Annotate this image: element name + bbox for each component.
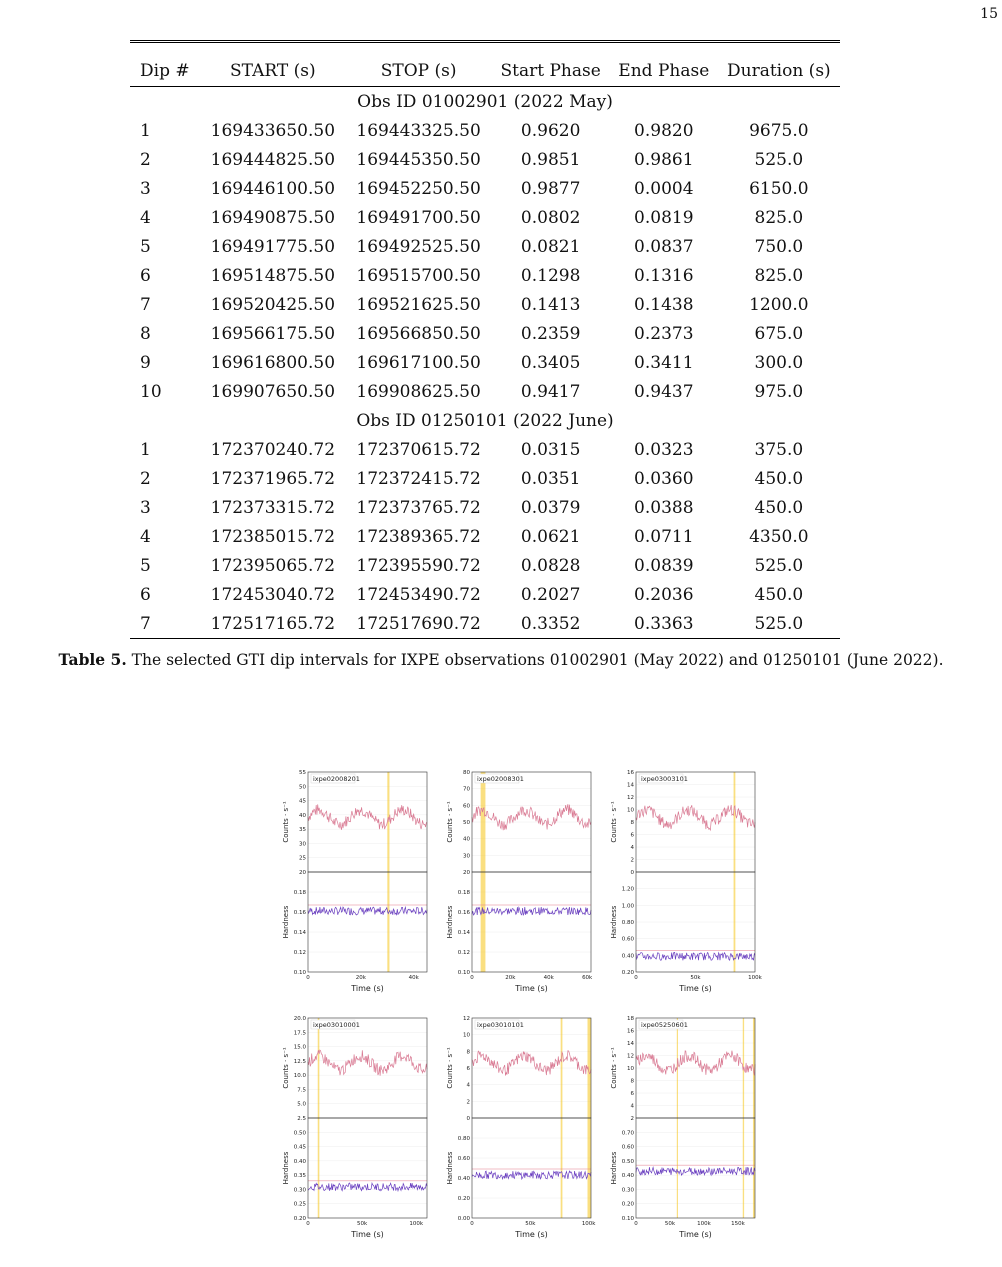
- top-ytick-label: 20: [299, 870, 306, 876]
- bottom-ytick-label: 0.00: [457, 1216, 470, 1222]
- table-cell: 169617100.50: [356, 352, 481, 373]
- table-cell: 825.0: [754, 265, 804, 286]
- table-cell: 169490875.50: [210, 207, 336, 228]
- top-ytick-label: 2.5: [297, 1116, 306, 1122]
- bottom-ytick-label: 0.14: [457, 930, 470, 936]
- top-ytick-label: 70: [463, 786, 470, 793]
- table-cell: 0.9851: [520, 149, 581, 170]
- top-ytick-label: 4: [466, 1082, 470, 1089]
- table-row: [130, 261, 840, 290]
- table-cell: 450.0: [754, 584, 804, 605]
- table-cell: 172372415.72: [356, 468, 481, 489]
- bottom-ytick-label: 0.60: [457, 1156, 470, 1162]
- table-cell: 7: [140, 294, 151, 315]
- xtick-label: 100k: [581, 1221, 596, 1227]
- table-cell: 169433650.50: [210, 120, 336, 141]
- table-row: [130, 116, 840, 145]
- table-cell: 169566175.50: [210, 323, 336, 344]
- table-row: [130, 464, 840, 493]
- chart-svg: [608, 1012, 770, 1250]
- table-row: [130, 493, 840, 522]
- table-cell: 0.0837: [634, 236, 694, 257]
- table-cell: 0.0379: [520, 497, 581, 518]
- caption-label: Table 5.: [58, 650, 127, 669]
- xtick-label: 0: [306, 975, 310, 981]
- table-cell: 6: [140, 584, 151, 605]
- y-axis-label-counts: Counts · s⁻¹: [610, 1047, 618, 1089]
- panel-name-label: ixpe02008201: [313, 775, 360, 783]
- top-ytick-label: 0: [466, 1116, 470, 1122]
- chart-svg: [608, 766, 770, 1004]
- chart-panel-ixpe03010001: [280, 1012, 442, 1250]
- table-cell: 169908625.50: [356, 381, 481, 402]
- bottom-ytick-label: 0.12: [457, 950, 470, 956]
- table-row: [130, 551, 840, 580]
- table-row: [130, 522, 840, 551]
- table-cell: 0.0839: [634, 555, 694, 576]
- table-cell: 450.0: [754, 497, 804, 518]
- hardness-line: [636, 1167, 755, 1175]
- top-ytick-label: 80: [463, 770, 470, 776]
- table-cell: 169907650.50: [210, 381, 336, 402]
- table-cell: 0.0360: [634, 468, 694, 489]
- bottom-ytick-label: 0.30: [621, 1187, 634, 1194]
- table-cell: 5: [140, 555, 151, 576]
- table-cell: 0.0351: [520, 468, 581, 489]
- xtick-label: 100k: [697, 1221, 711, 1227]
- table-cell: 525.0: [754, 149, 804, 170]
- x-axis-label: Time (s): [679, 1230, 712, 1239]
- top-ytick-label: 8: [630, 820, 634, 826]
- top-ytick-label: 17.5: [293, 1030, 306, 1037]
- table-cell: 0.0323: [634, 439, 694, 460]
- table-cell: 0.1413: [520, 294, 581, 315]
- table-cell: 0.2036: [634, 584, 694, 605]
- panel-name-label: ixpe03003101: [641, 775, 688, 783]
- table-cell: 1200.0: [749, 294, 809, 315]
- bottom-ytick-label: 0.40: [621, 953, 634, 960]
- count-rate-line: [308, 1050, 427, 1076]
- top-ytick-label: 40: [299, 812, 306, 819]
- table-cell: 10: [140, 381, 162, 402]
- table-cell: 1: [140, 439, 151, 460]
- bottom-ytick-label: 0.30: [293, 1187, 306, 1194]
- table-cell: 169515700.50: [356, 265, 481, 286]
- bottom-axes-frame: [308, 1118, 427, 1218]
- table-cell: 825.0: [754, 207, 804, 228]
- table-cell: 8: [140, 323, 151, 344]
- bottom-axes-frame: [472, 1118, 591, 1218]
- chart-svg: [444, 1012, 606, 1250]
- top-ytick-label: 12: [627, 1053, 634, 1060]
- table-cell: 0.3352: [491, 609, 609, 639]
- page-number: 15: [980, 6, 998, 22]
- y-axis-label-counts: Counts · s⁻¹: [282, 1047, 290, 1089]
- table-cell: 375.0: [754, 439, 804, 460]
- x-axis-label: Time (s): [351, 1230, 384, 1239]
- top-ytick-label: 5.0: [297, 1101, 306, 1108]
- table-cell: 450.0: [754, 468, 804, 489]
- table-cell: 0.0621: [520, 526, 581, 547]
- top-ytick-label: 35: [299, 827, 306, 834]
- top-ytick-label: 7.5: [297, 1087, 306, 1094]
- table-cell: 169521625.50: [356, 294, 481, 315]
- hardness-line: [308, 907, 427, 915]
- table-cell: 6: [140, 265, 151, 286]
- top-ytick-label: 20: [463, 870, 470, 876]
- x-axis-label: Time (s): [351, 984, 384, 993]
- xtick-label: 50k: [690, 975, 701, 981]
- top-ytick-label: 50: [463, 820, 470, 826]
- top-ytick-label: 6: [466, 1066, 470, 1072]
- xtick-label: 150k: [731, 1221, 745, 1227]
- bottom-ytick-label: 0.80: [457, 1136, 470, 1142]
- table-cell: 0.9417: [520, 381, 581, 402]
- top-ytick-label: 12.5: [293, 1058, 306, 1065]
- table-row: [130, 319, 840, 348]
- bottom-ytick-label: 0.80: [621, 920, 634, 926]
- table-cell: 0.9437: [634, 381, 694, 402]
- header-end-phase: End Phase: [610, 42, 718, 87]
- panel-name-label: ixpe03010001: [313, 1021, 360, 1029]
- table-cell: 4: [140, 526, 151, 547]
- table-cell: 172453490.72: [356, 584, 481, 605]
- x-axis-label: Time (s): [515, 984, 548, 993]
- table-row: [130, 377, 840, 406]
- x-axis-label: Time (s): [515, 1230, 548, 1239]
- bottom-ytick-label: 0.20: [293, 1216, 306, 1222]
- top-ytick-label: 10: [627, 1066, 634, 1072]
- top-ytick-label: 4: [630, 1103, 634, 1110]
- chart-panel-ixpe02008201: [280, 766, 442, 1004]
- bottom-ytick-label: 1.20: [621, 886, 634, 893]
- table-row: [130, 348, 840, 377]
- bottom-ytick-label: 0.10: [621, 1216, 634, 1222]
- top-ytick-label: 18: [627, 1016, 634, 1022]
- xtick-label: 40k: [543, 975, 554, 981]
- table-cell: 0.0819: [634, 207, 694, 228]
- bottom-axes-frame: [472, 872, 591, 972]
- bottom-ytick-label: 0.10: [457, 970, 470, 976]
- top-ytick-label: 6: [630, 1091, 634, 1097]
- xtick-label: 20k: [355, 975, 366, 981]
- table-row: [130, 232, 840, 261]
- xtick-label: 0: [634, 975, 638, 981]
- xtick-label: 50k: [356, 1221, 368, 1227]
- chart-svg: [280, 766, 442, 1004]
- xtick-label: 40k: [408, 975, 419, 981]
- top-ytick-label: 12: [463, 1016, 470, 1022]
- table-row: [130, 145, 840, 174]
- header-duration: Duration (s): [718, 42, 840, 87]
- table-cell: 169491700.50: [356, 207, 481, 228]
- table-cell: 0.9861: [634, 149, 694, 170]
- panel-name-label: ixpe03010101: [477, 1021, 524, 1029]
- table-cell: 0.3405: [520, 352, 581, 373]
- panel-name-label: ixpe05250601: [641, 1021, 688, 1029]
- bottom-axes-frame: [636, 1118, 755, 1218]
- xtick-label: 0: [470, 975, 474, 981]
- top-ytick-label: 55: [299, 770, 306, 776]
- table-cell: 0.3411: [634, 352, 694, 373]
- obs-id-title: Obs ID 01250101 (2022 June): [356, 410, 614, 431]
- y-axis-label-counts: Counts · s⁻¹: [446, 1047, 454, 1089]
- top-ytick-label: 16: [627, 1028, 634, 1035]
- top-ytick-label: 14: [627, 782, 634, 789]
- table-cell: 0.0802: [520, 207, 581, 228]
- header-start-phase: Start Phase: [491, 42, 609, 87]
- top-ytick-label: 10: [463, 1032, 470, 1039]
- table-cell: 172517165.72: [200, 609, 346, 639]
- top-ytick-label: 2: [630, 1116, 634, 1122]
- table-cell: 172385015.72: [210, 526, 336, 547]
- chart-panel-ixpe03010101: [444, 1012, 606, 1250]
- hardness-line: [636, 952, 755, 960]
- panel-name-label: ixpe02008301: [477, 775, 524, 783]
- table-cell: 169446100.50: [210, 178, 336, 199]
- table-cell: 169444825.50: [210, 149, 336, 170]
- bottom-ytick-label: 0.14: [293, 930, 306, 936]
- top-ytick-label: 60: [463, 803, 470, 810]
- table-row: [130, 435, 840, 464]
- table-cell: 525.0: [754, 555, 804, 576]
- count-rate-line: [636, 1051, 755, 1076]
- top-axes-frame: [308, 772, 427, 872]
- table-cell: 3: [140, 497, 151, 518]
- table-cell: 172389365.72: [356, 526, 481, 547]
- table-row: [130, 580, 840, 609]
- table-cell: 172371965.72: [210, 468, 336, 489]
- top-ytick-label: 4: [630, 845, 634, 851]
- xtick-label: 0: [470, 1221, 474, 1227]
- table-cell: 169445350.50: [356, 149, 481, 170]
- count-rate-line: [472, 1051, 591, 1076]
- xtick-label: 100k: [748, 975, 762, 981]
- y-axis-label-hardness: Hardness: [610, 1151, 618, 1185]
- top-ytick-label: 10.0: [293, 1073, 306, 1080]
- table-cell: 9: [140, 352, 151, 373]
- table-cell: 0.2359: [520, 323, 581, 344]
- bottom-ytick-label: 0.50: [621, 1158, 634, 1165]
- table-cell: 172373765.72: [356, 497, 481, 518]
- xtick-label: 50k: [525, 1221, 536, 1227]
- table-group-row: [130, 406, 840, 435]
- table-cell: 172395590.72: [356, 555, 481, 576]
- table-cell: 5: [140, 236, 151, 257]
- header-start: START (s): [200, 42, 346, 87]
- bottom-ytick-label: 0.18: [457, 890, 470, 896]
- y-axis-label-hardness: Hardness: [610, 905, 618, 939]
- table-header-row: [130, 42, 840, 87]
- table-cell: 2: [140, 149, 151, 170]
- table-cell: 0.9620: [520, 120, 581, 141]
- table-cell: 169616800.50: [210, 352, 336, 373]
- table-cell: 169520425.50: [210, 294, 336, 315]
- top-ytick-label: 40: [463, 836, 470, 843]
- chart-svg: [280, 1012, 442, 1250]
- table-cell: 0.0711: [634, 526, 694, 547]
- bottom-ytick-label: 0.25: [293, 1201, 306, 1208]
- table-cell: 750.0: [754, 236, 804, 257]
- bottom-ytick-label: 0.40: [621, 1173, 634, 1180]
- hardness-line: [472, 907, 591, 915]
- y-axis-label-counts: Counts · s⁻¹: [446, 801, 454, 843]
- top-ytick-label: 8: [466, 1049, 470, 1056]
- top-ytick-label: 14: [627, 1041, 634, 1047]
- table-cell: 169566850.50: [356, 323, 481, 344]
- table-cell: 169492525.50: [356, 236, 481, 257]
- bottom-ytick-label: 0.18: [293, 890, 306, 896]
- bottom-ytick-label: 0.20: [457, 1196, 470, 1202]
- top-ytick-label: 30: [463, 853, 470, 860]
- bottom-axes-frame: [308, 872, 427, 972]
- table-cell: 6150.0: [749, 178, 809, 199]
- table-row: [130, 174, 840, 203]
- table-cell: 0.9877: [520, 178, 581, 199]
- table-cell: 0.0388: [634, 497, 694, 518]
- bottom-ytick-label: 0.10: [293, 970, 306, 976]
- table-cell: 0.0821: [520, 236, 581, 257]
- table-cell: 4350.0: [749, 526, 809, 547]
- table-cell: 9675.0: [749, 120, 809, 141]
- header-stop: STOP (s): [346, 42, 492, 87]
- table-group-row: [130, 87, 840, 117]
- y-axis-label-hardness: Hardness: [282, 1151, 290, 1185]
- top-ytick-label: 0: [630, 870, 634, 876]
- top-ytick-label: 2: [466, 1099, 470, 1106]
- table-cell: 300.0: [754, 352, 804, 373]
- top-ytick-label: 30: [299, 841, 306, 848]
- table-row: [130, 203, 840, 232]
- top-ytick-label: 8: [630, 1078, 634, 1085]
- table-cell: 2: [140, 468, 151, 489]
- bottom-ytick-label: 0.40: [293, 1158, 306, 1165]
- table-cell: 169514875.50: [210, 265, 336, 286]
- top-ytick-label: 10: [627, 807, 634, 814]
- table-cell: 169443325.50: [356, 120, 481, 141]
- obs-id-title: Obs ID 01002901 (2022 May): [357, 91, 613, 112]
- header-dip: Dip #: [130, 42, 200, 87]
- table-cell: 1: [140, 120, 151, 141]
- count-rate-line: [472, 804, 591, 830]
- table-cell: 0.9820: [634, 120, 694, 141]
- xtick-label: 20k: [505, 975, 516, 981]
- gti-dip-table: [130, 40, 840, 639]
- table-cell: 525.0: [718, 609, 840, 639]
- top-ytick-label: 2: [630, 857, 634, 864]
- bottom-ytick-label: 0.20: [621, 1201, 634, 1208]
- table-cell: 0.1438: [634, 294, 694, 315]
- count-rate-line: [308, 804, 427, 829]
- table-cell: 975.0: [754, 381, 804, 402]
- bottom-ytick-label: 0.60: [621, 936, 634, 943]
- bottom-ytick-label: 0.20: [621, 970, 634, 976]
- table-cell: 7: [130, 609, 200, 639]
- caption-text: The selected GTI dip intervals for IXPE observations 01002901 (May 2022) and 01250101 (June 2022).: [126, 651, 944, 669]
- table-cell: 172370240.72: [210, 439, 336, 460]
- bottom-ytick-label: 0.50: [293, 1130, 306, 1137]
- top-ytick-label: 25: [299, 855, 306, 862]
- xtick-label: 100k: [409, 1221, 424, 1227]
- table-cell: 0.0004: [634, 178, 694, 199]
- table-cell: 3: [140, 178, 151, 199]
- chart-panel-ixpe05250601: [608, 1012, 770, 1250]
- chart-panel-ixpe02008301: [444, 766, 606, 1004]
- xtick-label: 50k: [664, 1221, 676, 1227]
- table-cell: 675.0: [754, 323, 804, 344]
- table-cell: 0.2027: [520, 584, 581, 605]
- table-cell: 0.1298: [520, 265, 581, 286]
- top-ytick-label: 50: [299, 784, 306, 791]
- xtick-label: 0: [306, 1221, 310, 1227]
- table-row: [130, 609, 840, 639]
- table-cell: 0.2373: [634, 323, 694, 344]
- bottom-ytick-label: 0.40: [457, 1176, 470, 1182]
- table-cell: 172370615.72: [356, 439, 481, 460]
- table-caption: [0, 650, 1002, 669]
- xtick-label: 60k: [582, 975, 593, 981]
- table-body: [130, 87, 840, 639]
- top-ytick-label: 20.0: [293, 1016, 306, 1022]
- top-ytick-label: 15.0: [293, 1044, 306, 1051]
- x-axis-label: Time (s): [679, 984, 712, 993]
- table-cell: 0.1316: [634, 265, 694, 286]
- y-axis-label-hardness: Hardness: [446, 1151, 454, 1185]
- table-cell: 169452250.50: [356, 178, 481, 199]
- chart-panel-ixpe03003101: [608, 766, 770, 1004]
- top-ytick-label: 45: [299, 798, 306, 805]
- bottom-ytick-label: 0.16: [457, 910, 470, 916]
- table-cell: 172395065.72: [210, 555, 336, 576]
- bottom-ytick-label: 0.12: [293, 950, 306, 956]
- top-ytick-label: 6: [630, 832, 634, 839]
- table-cell: 172453040.72: [210, 584, 336, 605]
- xtick-label: 0: [634, 1221, 638, 1227]
- chart-svg: [444, 766, 606, 1004]
- bottom-ytick-label: 0.60: [621, 1144, 634, 1151]
- bottom-ytick-label: 0.16: [293, 910, 306, 916]
- table-cell: 172373315.72: [210, 497, 336, 518]
- top-axes-frame: [308, 1018, 427, 1118]
- y-axis-label-counts: Counts · s⁻¹: [282, 801, 290, 843]
- bottom-ytick-label: 0.70: [621, 1130, 634, 1137]
- table-cell: 0.0828: [520, 555, 581, 576]
- top-ytick-label: 12: [627, 795, 634, 801]
- table-row: [130, 290, 840, 319]
- y-axis-label-counts: Counts · s⁻¹: [610, 801, 618, 843]
- top-ytick-label: 16: [627, 770, 634, 776]
- table-cell: 0.0315: [520, 439, 581, 460]
- bottom-ytick-label: 0.45: [293, 1144, 306, 1151]
- table-cell: 169491775.50: [210, 236, 336, 257]
- y-axis-label-hardness: Hardness: [282, 905, 290, 939]
- bottom-ytick-label: 0.35: [293, 1173, 306, 1180]
- bottom-ytick-label: 1.00: [621, 903, 634, 910]
- y-axis-label-hardness: Hardness: [446, 905, 454, 939]
- table-cell: 172517690.72: [346, 609, 492, 639]
- count-rate-line: [636, 805, 755, 830]
- table-cell: 4: [140, 207, 151, 228]
- table-cell: 0.3363: [610, 609, 718, 639]
